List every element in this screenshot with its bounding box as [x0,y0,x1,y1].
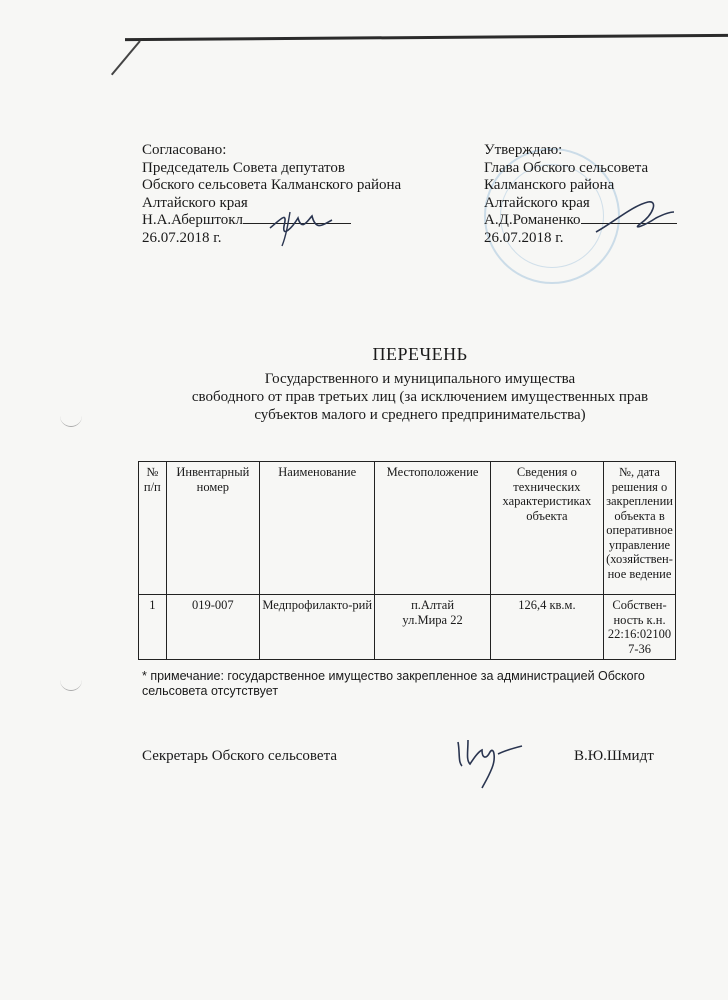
cell-inventory-number: 019-007 [166,595,259,660]
property-table [138,461,676,660]
punch-hole-mark [60,416,82,427]
location-line: ул.Мира 22 [402,612,463,627]
document-subtitle [150,370,690,424]
approval-position: Алтайского края [484,194,590,211]
approval-date: 26.07.2018 г. [142,229,222,246]
scan-fold-mark [111,40,141,75]
cell-decision: Собствен-ность к.н. 22:16:02100 7-36 [604,595,676,660]
document-title: ПЕРЕЧЕНЬ [372,344,468,364]
approval-date: 26.07.2018 г. [484,229,564,246]
header-name: Наименование [260,462,375,595]
footnote: * примечание: государственное имущество закрепленное за администрацией Обского сельсовета отсутствует [142,669,645,698]
approval-heading: Согласовано: [142,142,227,158]
cell-location [375,595,490,660]
approval-name: А.Д.Романенко [484,212,581,228]
secretary-name: В.Ю.Шмидт [574,748,654,764]
cell-num: 1 [139,595,167,660]
punch-hole-mark [60,680,82,691]
signature-left [262,198,338,250]
header-num: № п/п [139,462,167,595]
table-row [139,595,676,660]
header-inventory-number: Инвентарный номер [166,462,259,595]
approval-name: Н.А.Аберштокл [142,212,244,228]
approval-position: Алтайского края [142,194,248,211]
header-decision: №, дата решения о закреплении объекта в оперативное управление (хозяйствен-ное ведение [604,462,676,595]
approval-position: Председатель Совета депутатов [142,159,345,176]
approval-position: Глава Обского сельсовета [484,159,649,176]
header-location: Местоположение [375,462,490,595]
approval-position: Калманского района [484,177,615,193]
signature-secretary [452,728,524,792]
approval-heading: Утверждаю: [484,142,563,158]
header-technical-specs: Сведения о технических характеристиках объекта [490,462,603,595]
subtitle-line: субъектов малого и среднего предпринимательства) [254,407,586,423]
cell-name: Медпрофилакто-рий [260,595,375,660]
location-line: п.Алтай [411,598,455,612]
table-header-row [139,462,676,595]
approval-position: Обского сельсовета Калманского района [142,177,402,193]
cell-technical-specs: 126,4 кв.м. [490,595,603,660]
secretary-position: Секретарь Обского сельсовета [142,748,337,764]
signature-right [592,196,676,240]
subtitle-line: Государственного и муниципального имущества [264,371,576,387]
scan-edge-line [125,34,728,41]
subtitle-line: свободного от прав третьих лиц (за исключением имущественных прав [191,389,649,405]
